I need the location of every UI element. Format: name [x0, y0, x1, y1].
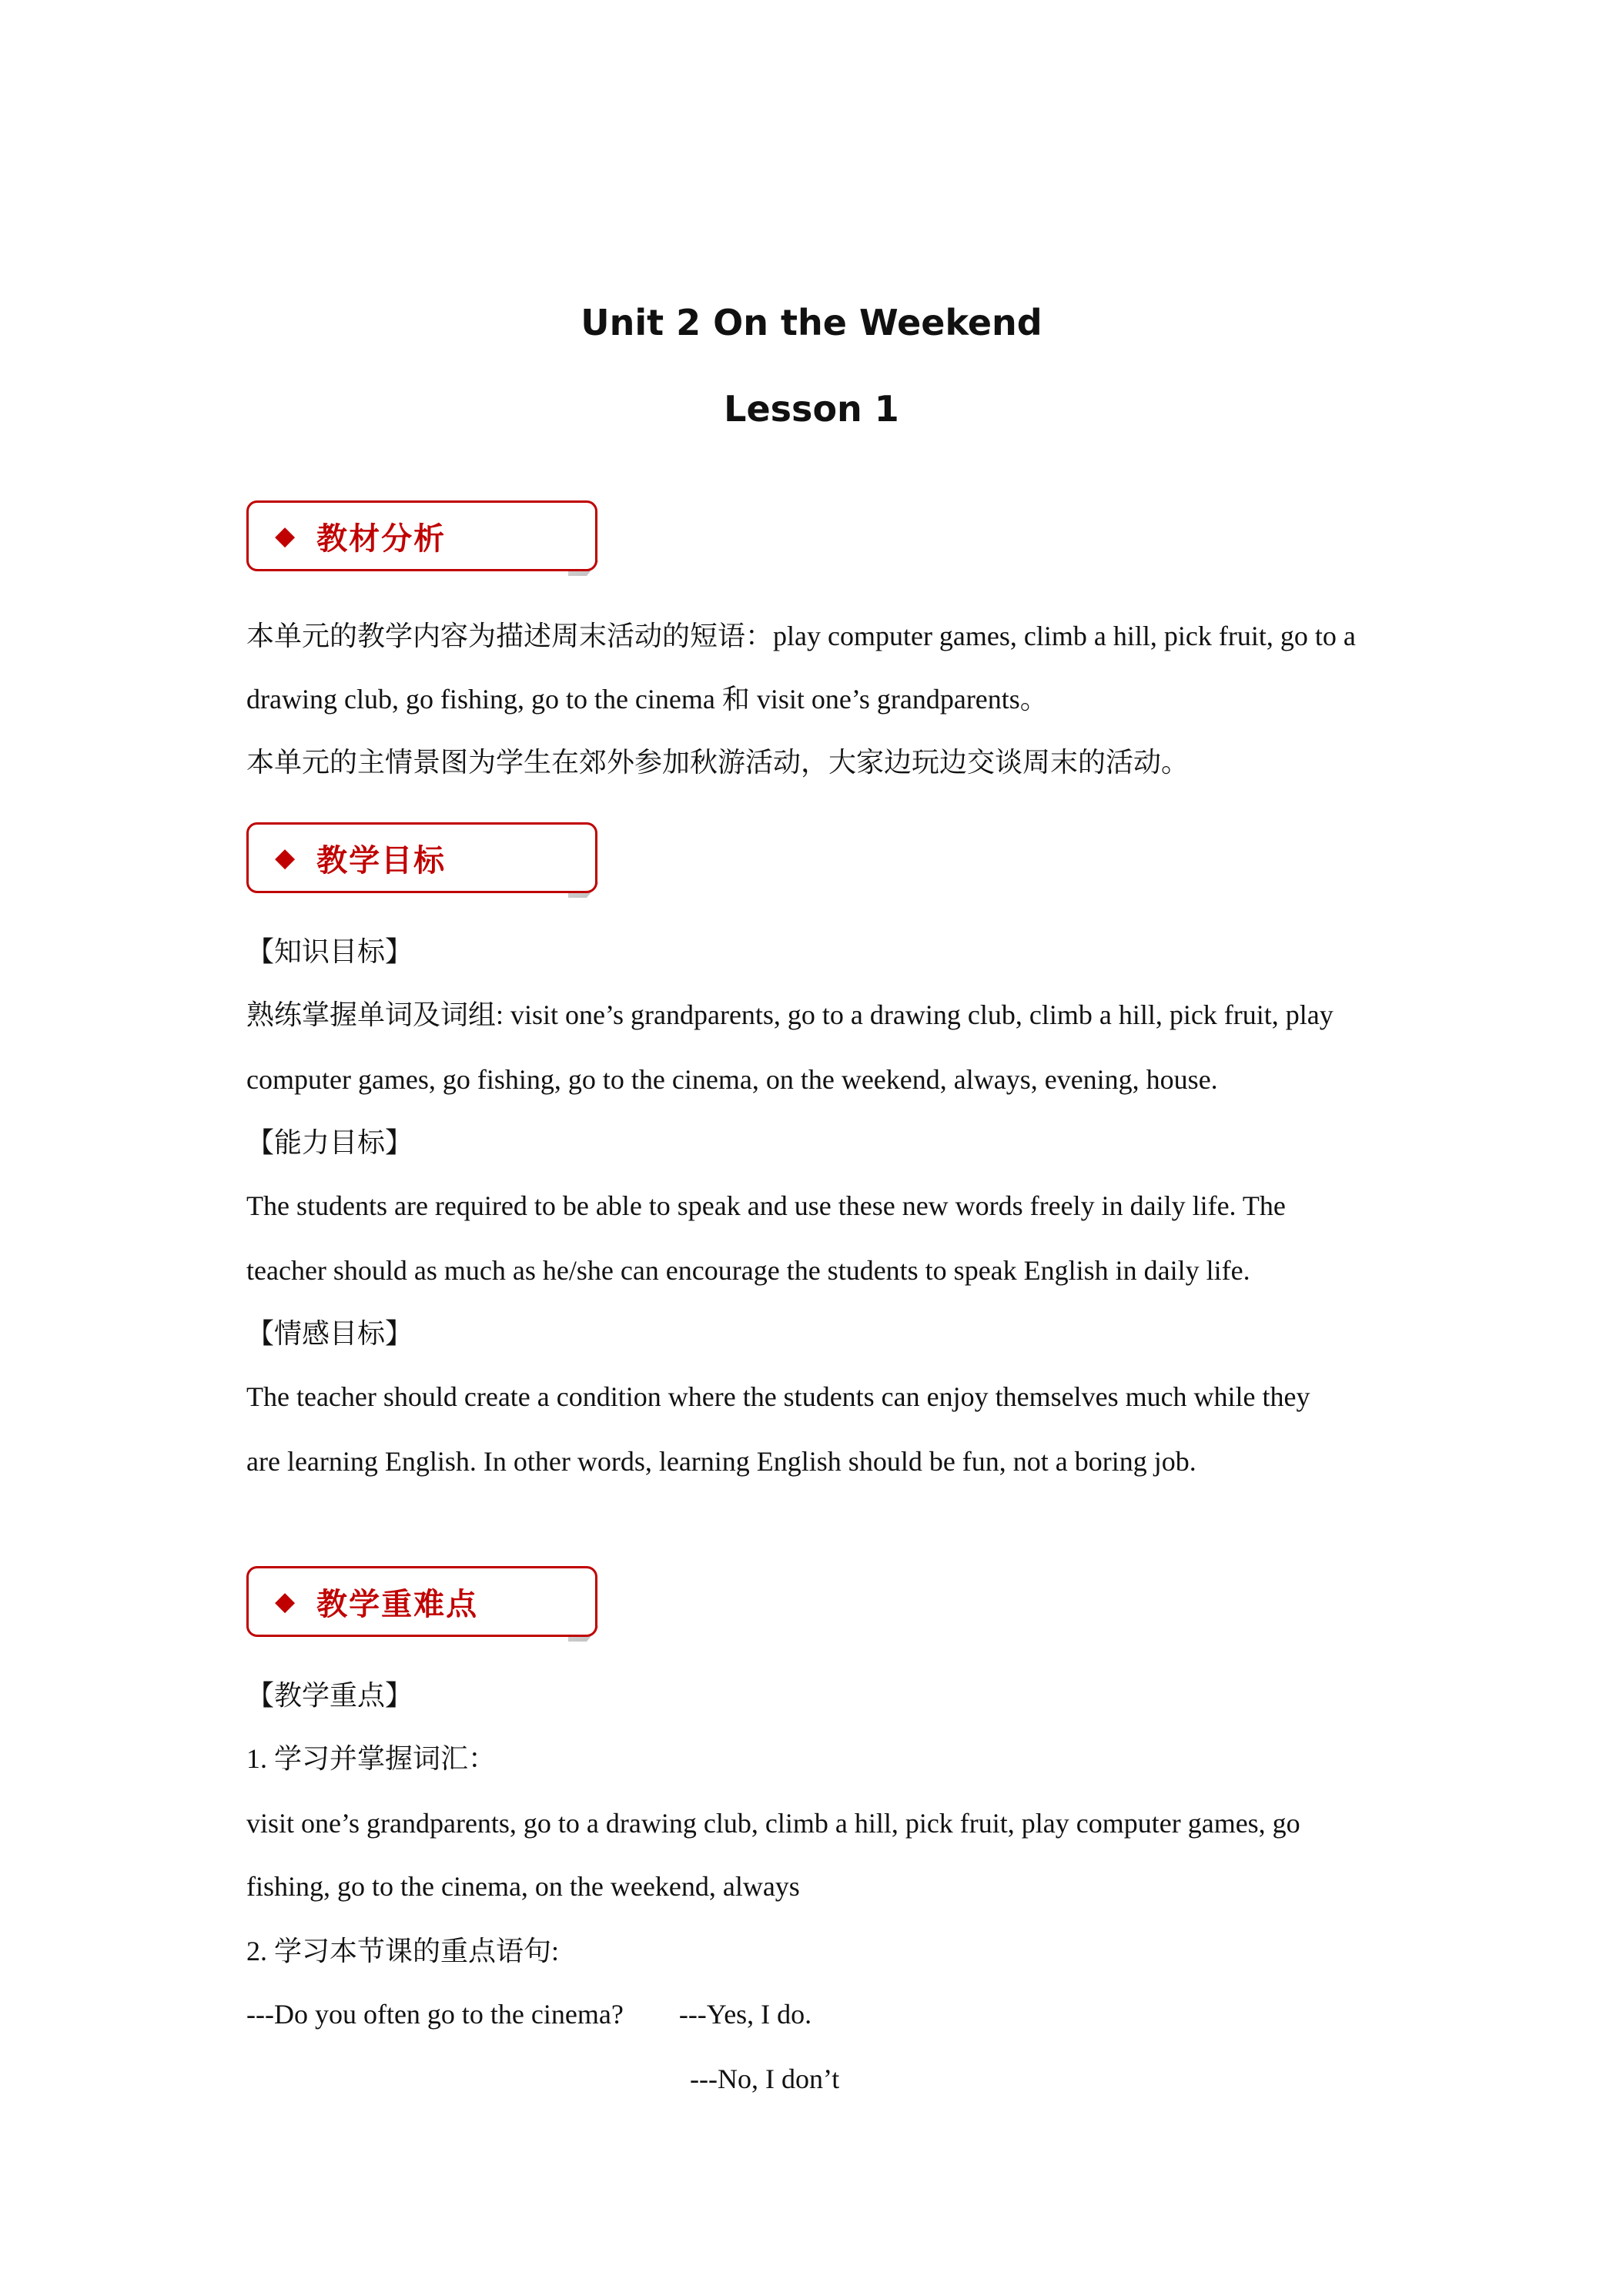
diamond-bullet-icon: ◆: [275, 842, 296, 873]
section-heading-teaching-objectives: [246, 822, 601, 896]
paragraph-line: fishing, go to the cinema, on the weekend, always: [246, 1871, 800, 1902]
page-subtitle: Lesson 1: [724, 388, 899, 430]
paragraph-line: computer games, go fishing, go to the cinema, on the weekend, always, evening, house.: [246, 1064, 1218, 1095]
paragraph-line: drawing club, go fishing, go to the cinema 和 visit one’s grandparents。: [246, 684, 1048, 715]
paragraph-line: 熟练掌握单词及词组: visit one’s grandparents, go to a drawing club, climb a hill, pick fruit, play: [246, 999, 1334, 1030]
section-heading-label: 教学重难点: [316, 1586, 479, 1622]
paragraph-line: are learning English. In other words, learning English should be fun, not a boring job.: [246, 1446, 1196, 1477]
subheading-emotional-objectives: 【情感目标】: [246, 1318, 413, 1349]
numbered-item: 1. 学习并掌握词汇：: [246, 1743, 497, 1774]
heading-frame: [246, 500, 597, 571]
paragraph-line: The teacher should create a condition where the students can enjoy themselves much while they: [246, 1381, 1310, 1412]
heading-frame: [246, 822, 597, 893]
section-heading-key-difficult-points: [246, 1566, 601, 1640]
diamond-bullet-icon: ◆: [275, 1586, 296, 1617]
paragraph-line: visit one’s grandparents, go to a drawing club, climb a hill, pick fruit, play computer games, go: [246, 1808, 1300, 1839]
paragraph-line: The students are required to be able to speak and use these new words freely in daily life. The: [246, 1190, 1286, 1221]
diamond-bullet-icon: ◆: [275, 520, 296, 551]
page-title: Unit 2 On the Weekend: [581, 302, 1042, 343]
section-heading-textbook-analysis: [246, 500, 601, 574]
section-heading-label: 教材分析: [316, 520, 447, 557]
heading-frame: [246, 1566, 597, 1637]
section-heading-label: 教学目标: [316, 842, 447, 879]
paragraph-line: 本单元的主情景图为学生在郊外参加秋游活动，大家边玩边交谈周末的活动。: [246, 747, 1190, 778]
subheading-knowledge-objectives: 【知识目标】: [246, 936, 413, 967]
subheading-ability-objectives: 【能力目标】: [246, 1127, 413, 1158]
dialogue-line: ---Do you often go to the cinema? ---Yes, I do.: [246, 1999, 812, 2030]
numbered-item: 2. 学习本节课的重点语句:: [246, 1936, 560, 1966]
dialogue-line: ---No, I don’t: [690, 2063, 840, 2094]
paragraph-line: teacher should as much as he/she can encourage the students to speak English in daily life.: [246, 1255, 1250, 1286]
subheading-teaching-key-points: 【教学重点】: [246, 1680, 413, 1711]
paragraph-line: 本单元的教学内容为描述周末活动的短语：play computer games, climb a hill, pick fruit, go to a: [246, 621, 1356, 651]
